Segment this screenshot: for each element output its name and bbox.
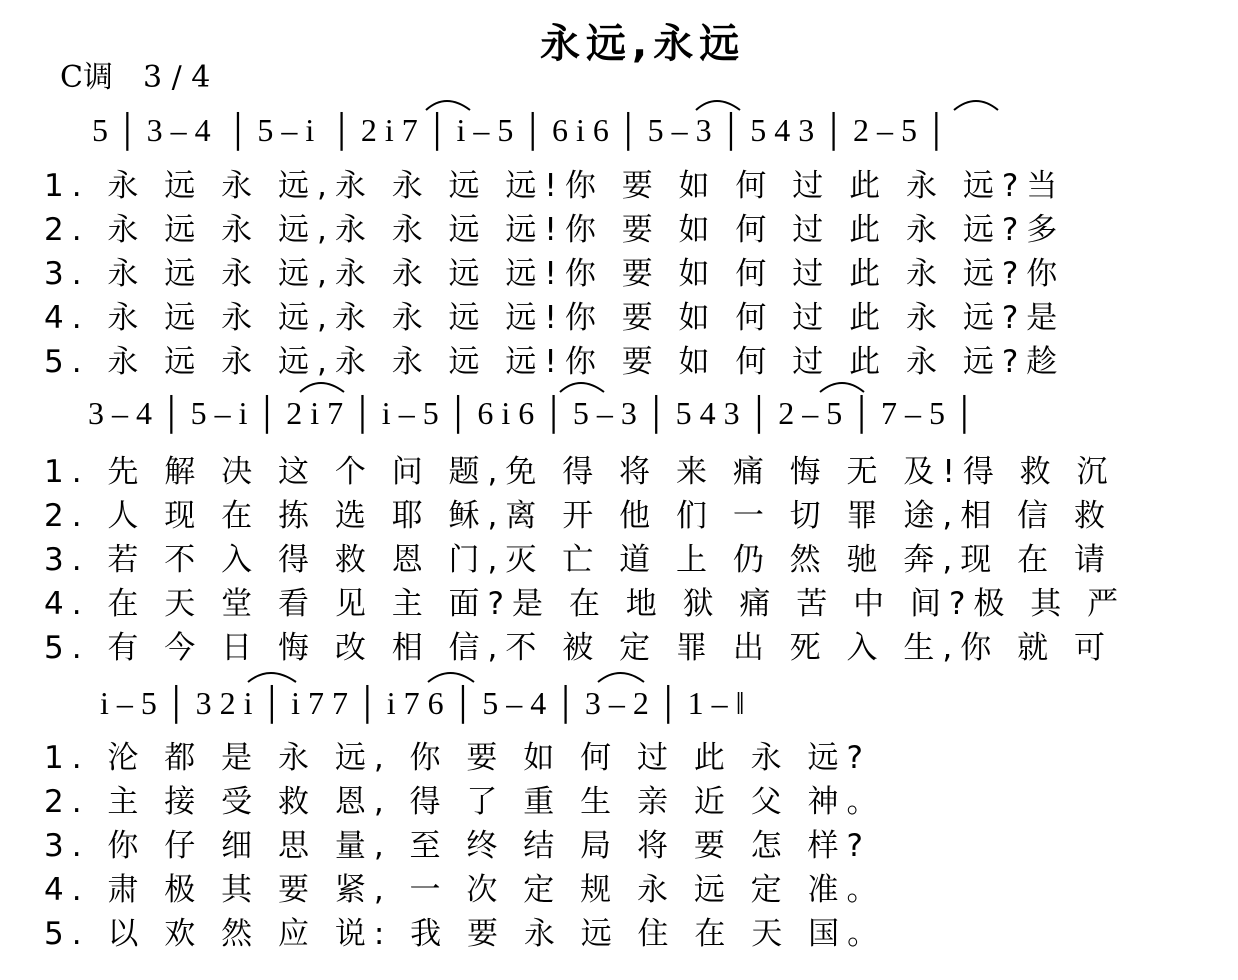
slur-arc <box>428 673 474 682</box>
notation-line-3: i – 5 │ 3 2 i │ i 7 7 │ i 7 6 │ 5 – 4 │ 3 – 2 │ 1 – ‖ <box>100 685 745 721</box>
lyric-line: 3. 永 远 永 远,永 永 远 远!你 要 如 何 过 此 永 远?你 <box>44 256 1066 292</box>
lyric-line: 3. 你 仔 细 思 量, 至 终 结 局 将 要 怎 样? <box>44 828 871 864</box>
slur-arc <box>954 101 998 110</box>
slur-arc <box>820 383 864 392</box>
lyric-line: 4. 在 天 堂 看 见 主 面?是 在 地 狱 痛 苦 中 间?极 其 严 <box>44 586 1127 622</box>
lyric-line: 3. 若 不 入 得 救 恩 门,灭 亡 道 上 仍 然 驰 奔,现 在 请 <box>44 542 1113 578</box>
notation-line-1: 5 │ 3 – 4 │ 5 – i │ 2 i 7 │ i – 5 │ 6 i 6 │ 5 – 3 │ 5 4 3 │ 2 – 5 │ <box>92 112 948 148</box>
lyric-line: 2. 主 接 受 救 恩, 得 了 重 生 亲 近 父 神。 <box>44 784 886 820</box>
slur-arc <box>598 673 644 682</box>
lyric-line: 4. 肃 极 其 要 紧, 一 次 定 规 永 远 定 准。 <box>44 872 886 908</box>
lyric-line: 2. 永 远 永 远,永 永 远 远!你 要 如 何 过 此 永 远?多 <box>44 212 1066 248</box>
slur-arc <box>560 383 604 392</box>
slur-arc <box>300 383 344 392</box>
lyric-line: 5. 永 远 永 远,永 永 远 远!你 要 如 何 过 此 永 远?趁 <box>44 344 1066 380</box>
key-signature: C调 3 / 4 <box>60 60 211 95</box>
lyric-line: 5. 有 今 日 悔 改 相 信,不 被 定 罪 出 死 入 生,你 就 可 <box>44 630 1113 666</box>
slur-arc <box>426 101 470 110</box>
song-title: 永远,永远 <box>540 21 746 67</box>
slur-arc <box>248 673 296 682</box>
lyric-line: 2. 人 现 在 拣 选 耶 稣,离 开 他 们 一 切 罪 途,相 信 救 <box>44 498 1113 534</box>
notation-line-2: 3 – 4 │ 5 – i │ 2 i 7 │ i – 5 │ 6 i 6 │ 5 – 3 │ 5 4 3 │ 2 – 5 │ 7 – 5 │ <box>88 395 976 431</box>
lyric-line: 1. 沦 都 是 永 远, 你 要 如 何 过 此 永 远? <box>44 740 871 776</box>
lyric-line: 5. 以 欢 然 应 说: 我 要 永 远 住 在 天 国。 <box>44 916 887 952</box>
lyric-line: 4. 永 远 永 远,永 永 远 远!你 要 如 何 过 此 永 远?是 <box>44 300 1066 336</box>
lyric-line: 1. 先 解 决 这 个 问 题,免 得 将 来 痛 悔 无 及!得 救 沉 <box>44 454 1116 490</box>
lyric-line: 1. 永 远 永 远,永 永 远 远!你 要 如 何 过 此 永 远?当 <box>44 168 1066 204</box>
slur-arc <box>696 101 740 110</box>
